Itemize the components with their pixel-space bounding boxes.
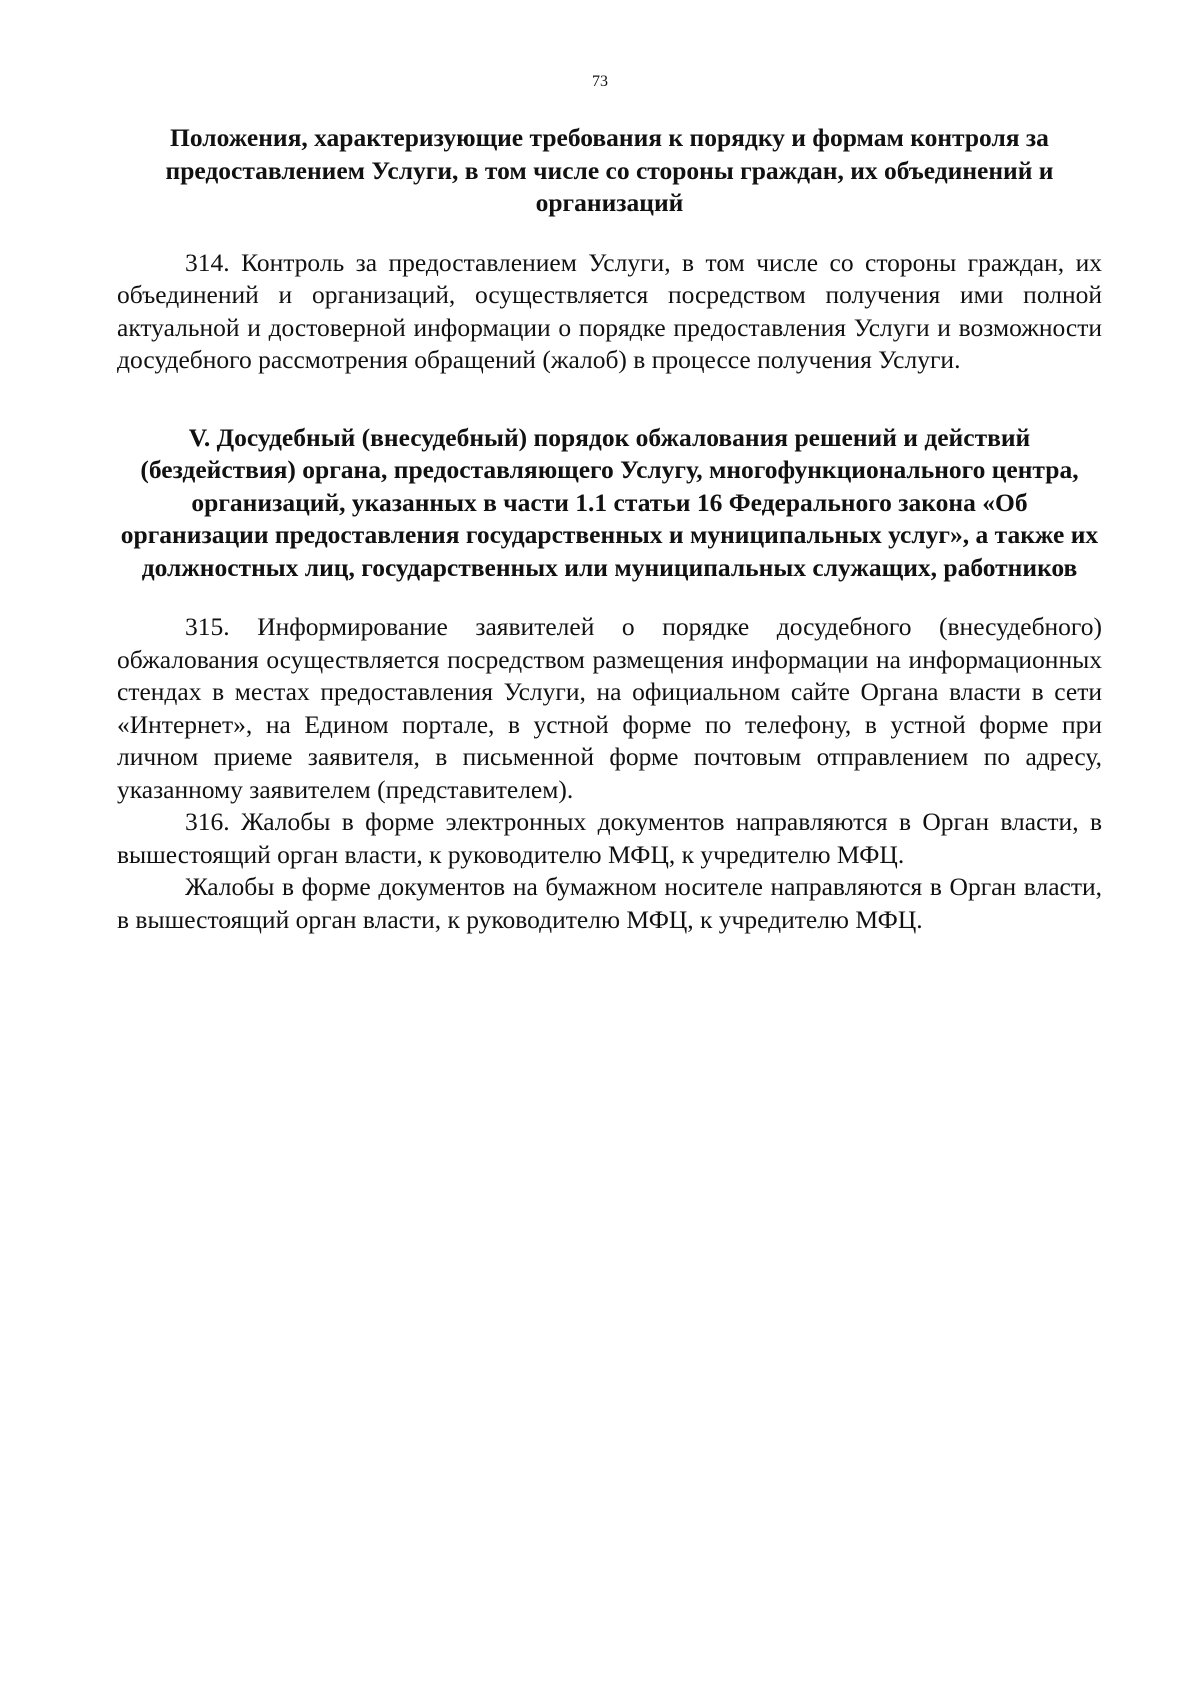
page-number: 73 bbox=[592, 73, 608, 90]
paragraph-314: 314. Контроль за предоставлением Услуги, в том числе со стороны граждан, их объединений и организаций, осуществляется посредством получения ими полной актуальной и достоверной информации о порядке предоставления Услуги и возможности досудебного рассмотрения обращений (жалоб) в процессе получения Услуги. bbox=[117, 247, 1102, 374]
section-heading-control: Положения, характеризующие требования к порядку и формам контроля за предоставлением Услуги, в том числе со стороны граждан, их объединений и организаций bbox=[165, 123, 1054, 217]
paragraph-316-continued: Жалобы в форме документов на бумажном носителе направляются в Орган власти, в вышестоящий орган власти, к руководителю МФЦ, к учредителю МФЦ. bbox=[117, 872, 1102, 934]
paragraph-315: 315. Информирование заявителей о порядке досудебного (внесудебного) обжалования осуществляется посредством размещения информации на информационных стендах в местах предоставления Услуги, на официальном сайте Органа власти в сети «Интернет», на Едином портале, в устной форме по телефону, в устной форме при личном приеме заявителя, в письменной форме почтовым отправлением по адресу, указанному заявителем (представителем). bbox=[117, 612, 1102, 804]
section-control-body bbox=[117, 247, 1102, 377]
section-heading-appeal: V. Досудебный (внесудебный) порядок обжалования решений и действий (бездействия) органа, предоставляющего Услугу, многофункционального центра, организаций, указанных в части 1.1 статьи 16 Федерального закона «Об организации предоставления государственных и муниципальных услуг», а также их должностных лиц, государственных или муниципальных служащих, работников bbox=[120, 422, 1099, 582]
paragraph-316: 316. Жалобы в форме электронных документов направляются в Орган власти, в вышестоящий орган власти, к руководителю МФЦ, к учредителю МФЦ. bbox=[117, 807, 1102, 869]
section-appeal-body bbox=[117, 611, 1102, 936]
